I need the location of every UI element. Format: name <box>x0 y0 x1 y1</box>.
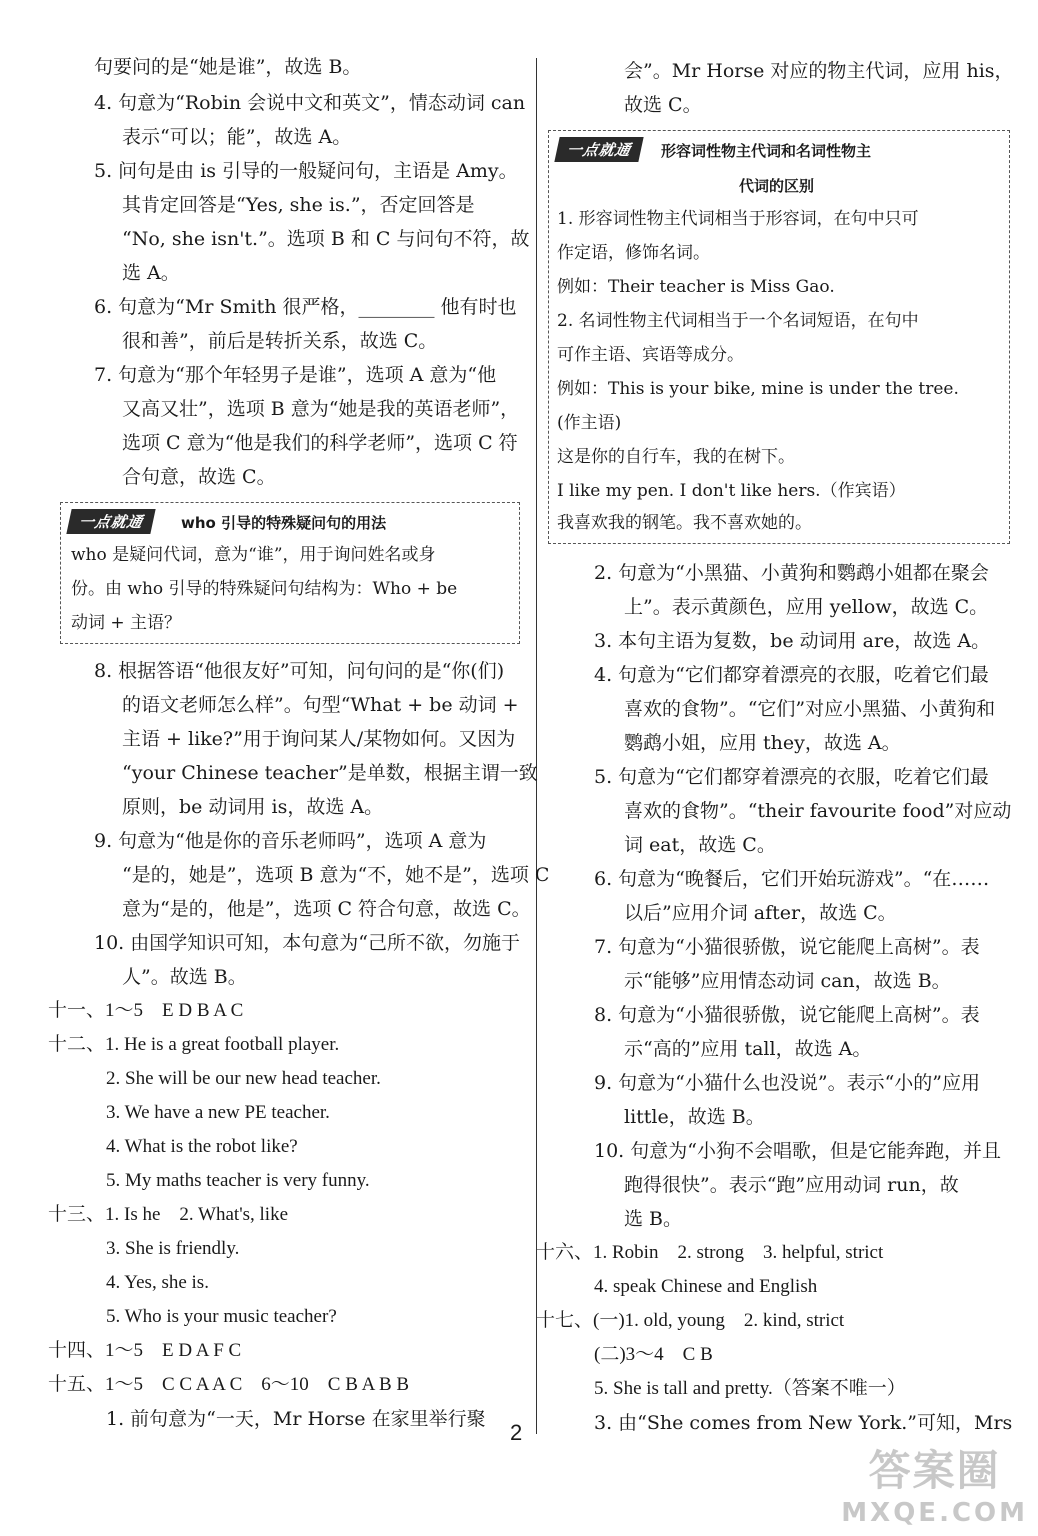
tip-box-who <box>60 502 520 644</box>
tip-title: 形容词性物主代词和名词性物主 <box>661 142 872 160</box>
tip-line: 可作主语、宾语等成分。 <box>557 345 744 365</box>
text-line: 很和善”，前后是转折关系，故选 C。 <box>122 330 438 352</box>
text-line: 1. 前句意为“一天，Mr Horse 在家里举行聚 <box>106 1408 486 1430</box>
tip-badge: 一点就通 <box>554 137 643 162</box>
tip-line: 份。由 who 引导的特殊疑问句结构为：Who + be <box>71 579 458 599</box>
text-line: 主语 + like?”用于询问某人/某物如何。又因为 <box>122 728 516 750</box>
text-line: 示“能够”应用情态动词 can，故选 B。 <box>624 970 951 992</box>
text-line: 喜欢的食物”。“their favourite food”对应动 <box>624 800 1012 822</box>
answer-line: 十二、1. He is a great football player. <box>48 1034 340 1055</box>
text-line: 原则，be 动词用 is，故选 A。 <box>122 796 384 818</box>
text-line: 意为“是的，他是”，选项 C 符合句意，故选 C。 <box>122 898 531 920</box>
page-number: 2 <box>510 1420 523 1445</box>
answer-line: 3. She is friendly. <box>106 1238 240 1259</box>
text-line: 又高又壮”，选项 B 意为“她是我的英语老师”， <box>122 398 520 420</box>
text-line: 选项 C 意为“他是我们的科学老师”，选项 C 符 <box>122 432 518 454</box>
text-line: 故选 C。 <box>624 94 702 116</box>
text-line: 7. 句意为“那个年轻男子是谁”，选项 A 意为“他 <box>94 364 497 386</box>
text-line: 上”。表示黄颜色，应用 yellow，故选 C。 <box>624 596 989 618</box>
text-line: 选 A。 <box>122 262 180 284</box>
text-line: 10. 句意为“小狗不会唱歌，但是它能奔跑，并且 <box>594 1140 1001 1162</box>
text-line: 3. 本句主语为复数，be 动词用 are，故选 A。 <box>594 630 991 652</box>
watermark-text: 答案圈 <box>868 1446 1001 1495</box>
text-line: 3. 由“She comes from New York.”可知，Mrs <box>594 1412 1013 1434</box>
tip-title-cont: 代词的区别 <box>739 177 815 195</box>
text-line: 6. 句意为“晚餐后，它们开始玩游戏”。“在…… <box>594 868 990 890</box>
answer-line: 十七、(一)1. old, young 2. kind, strict <box>536 1310 845 1331</box>
answer-line: 十一、1～5 E D B A C <box>48 1000 244 1021</box>
text-line: 5. 问句是由 is 引导的一般疑问句，主语是 Amy。 <box>94 160 518 182</box>
text-line: 8. 句意为“小猫很骄傲，说它能爬上高树”。表 <box>594 1004 980 1026</box>
text-line: “your Chinese teacher”是单数，根据主谓一致 <box>122 762 538 784</box>
tip-badge: 一点就通 <box>66 509 155 534</box>
text-line: 的语文老师怎么样”。句型“What + be 动词 + <box>122 694 519 716</box>
text-line: 5. 句意为“它们都穿着漂亮的衣服，吃着它们最 <box>594 766 989 788</box>
tip-title: who 引导的特殊疑问句的用法 <box>181 514 387 532</box>
text-line: 以后”应用介词 after，故选 C。 <box>624 902 897 924</box>
tip-line: who 是疑问代词，意为“谁”，用于询问姓名或身 <box>71 545 436 565</box>
answer-line: 十三、1. Is he 2. What's, like <box>48 1204 289 1225</box>
text-line: 9. 句意为“小猫什么也没说”。表示“小的”应用 <box>594 1072 981 1094</box>
text-line: 鹦鹉小姐，应用 they，故选 A。 <box>624 732 901 754</box>
answer-line: 2. She will be our new head teacher. <box>106 1068 381 1089</box>
text-line: 喜欢的食物”。“它们”对应小黑猫、小黄狗和 <box>624 698 996 720</box>
text-line: 4. 句意为“Robin 会说中文和英文”，情态动词 can <box>94 92 526 114</box>
text-line: 9. 句意为“他是你的音乐老师吗”，选项 A 意为 <box>94 830 487 852</box>
text-line: “是的，她是”，选项 B 意为“不，她不是”，选项 C <box>122 864 550 886</box>
answer-line: 4. speak Chinese and English <box>594 1276 818 1297</box>
tip-line: 这是你的自行车，我的在树下。 <box>557 447 795 467</box>
answer-line: 5. Who is your music teacher? <box>106 1306 337 1327</box>
answer-line: (二)3～4 C B <box>594 1344 713 1365</box>
answer-line: 3. We have a new PE teacher. <box>106 1102 330 1123</box>
tip-line: 1. 形容词性物主代词相当于形容词，在句中只可 <box>557 209 919 229</box>
text-line: 2. 句意为“小黑猫、小黄狗和鹦鹉小姐都在聚会 <box>594 562 989 584</box>
answer-line: 十四、1～5 E D A F C <box>48 1340 242 1361</box>
tip-line: 我喜欢我的钢笔。我不喜欢她的。 <box>557 513 812 533</box>
text-line: 示“高的”应用 tall，故选 A。 <box>624 1038 872 1060</box>
text-line: 跑得很快”。表示“跑”应用动词 run，故 <box>624 1174 959 1196</box>
tip-box-possessive <box>548 130 1010 544</box>
text-line: 10. 由国学知识可知，本句意为“己所不欲，勿施于 <box>94 932 520 954</box>
answer-line: 十六、1. Robin 2. strong 3. helpful, strict <box>536 1242 884 1263</box>
text-line: 8. 根据答语“他很友好”可知，问句问的是“你(们) <box>94 660 505 682</box>
answer-line: 5. My maths teacher is very funny. <box>106 1170 370 1191</box>
answer-line: 5. She is tall and pretty.（答案不唯一） <box>594 1378 906 1399</box>
tip-line: 例如：Their teacher is Miss Gao. <box>557 277 835 297</box>
tip-line: 2. 名词性物主代词相当于一个名词短语，在句中 <box>557 311 919 331</box>
text-line: 7. 句意为“小猫很骄傲，说它能爬上高树”。表 <box>594 936 980 958</box>
text-line: little，故选 B。 <box>624 1106 765 1128</box>
watermark-domain: MXQE.COM <box>841 1498 1028 1528</box>
text-line: 4. 句意为“它们都穿着漂亮的衣服，吃着它们最 <box>594 664 989 686</box>
answer-line: 4. What is the robot like? <box>106 1136 298 1157</box>
text-line: 词 eat，故选 C。 <box>624 834 776 856</box>
text-line: 句要问的是“她是谁”，故选 B。 <box>94 56 362 78</box>
tip-line: 动词 + 主语？ <box>71 613 182 633</box>
text-line: “No, she isn't.”。选项 B 和 C 与问句不符，故 <box>122 228 530 250</box>
text-line: 其肯定回答是“Yes, she is.”，否定回答是 <box>122 194 475 216</box>
text-line: 合句意，故选 C。 <box>122 466 276 488</box>
text-line: 选 B。 <box>624 1208 683 1230</box>
text-line: 人”。故选 B。 <box>122 966 247 988</box>
tip-line: 作定语，修饰名词。 <box>557 243 710 263</box>
answer-line: 4. Yes, she is. <box>106 1272 209 1293</box>
text-line: 会”。Mr Horse 对应的物主代词，应用 his， <box>624 60 1014 82</box>
tip-line: (作主语) <box>557 413 622 433</box>
text-line: 表示“可以；能”，故选 A。 <box>122 126 352 148</box>
tip-line: I like my pen. I don't like hers.（作宾语） <box>557 481 906 501</box>
answer-line: 十五、1～5 C C A A C 6～10 C B A B B <box>48 1374 410 1395</box>
text-line: 6. 句意为“Mr Smith 很严格，________ 他有时也 <box>94 296 517 318</box>
tip-line: 例如：This is your bike, mine is under the tree. <box>557 379 959 399</box>
site-watermark-logo <box>841 1438 1028 1528</box>
column-divider <box>536 58 537 1434</box>
